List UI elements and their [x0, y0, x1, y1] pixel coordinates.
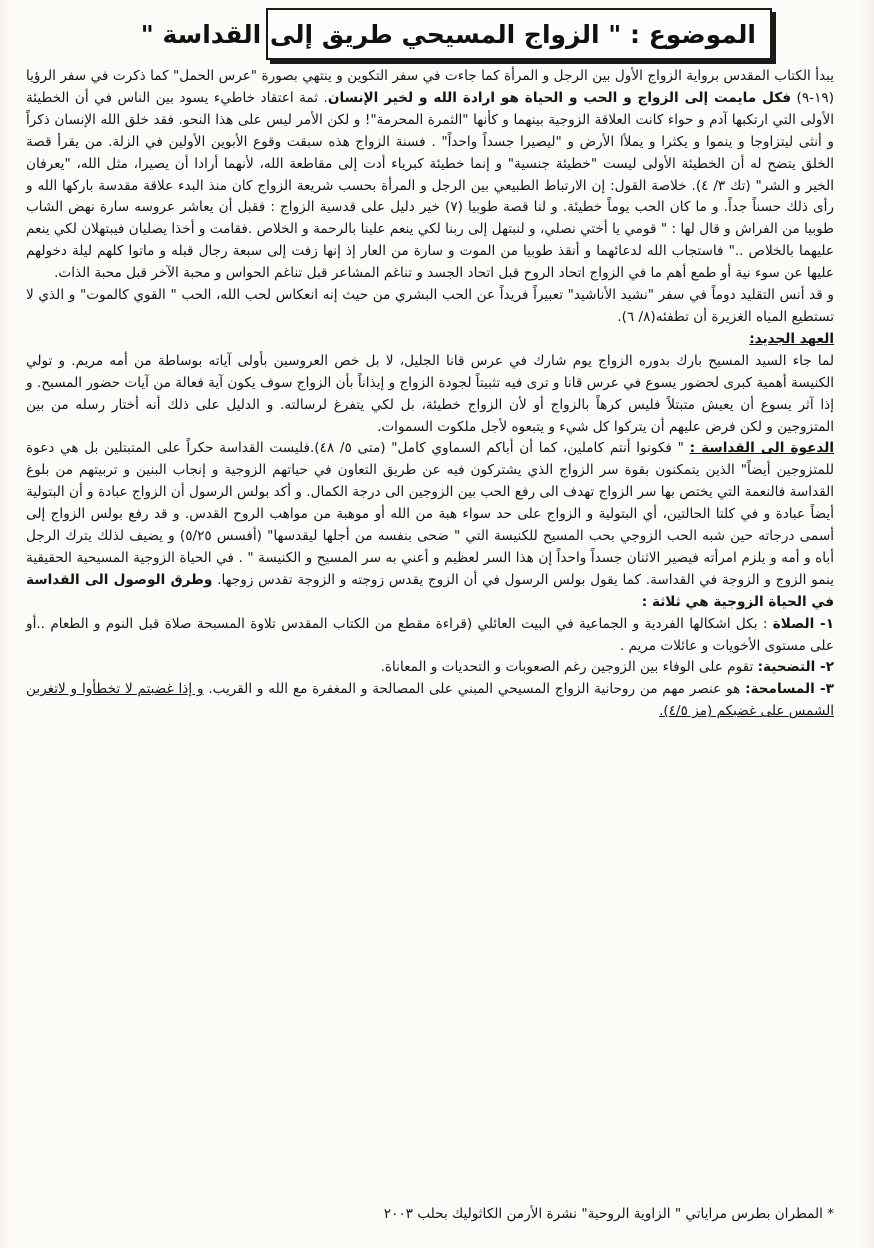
list-text-prayer: : بكل اشكالها الفردية و الجماعية في البيت العائلي (قراءة مقطع من الكتاب المقدس تلاوة المسبحة صلاة قبل النوم و الطعام ..أو على مستوى الأخويات و عائلات مريم . [26, 615, 834, 654]
list-text-sacrifice: تقوم على الوفاء بين الزوجين رغم الصعوبات و التحديات و المعاناة. [380, 659, 754, 676]
list-item-prayer [26, 614, 834, 658]
paragraph-new-testament: لما جاء السيد المسيح بارك بدوره الزواج يوم شارك في عرس قانا الجليل، لا بل خص العروسين بأولى آياته بوساطة من أمه مريم. و تولي الكنيسة أهمية كبرى لحضور يسوع في عرس قانا و ترى فيه تثبيتاً لجودة الزواج و إيذاناً بأن الزواج سوف يكون آية فعالة من آيات حضور المسيح. و إذا آثر يسوع أن يعيش متبتلاً فليس كرهاً بالزواج أو لأن الزواج خطيئة، بل لكي يتفرغ لرسالته. و الدليل على ذلك أنه أختار رسله من بين المتزوجين و لكن فرض عليهم أن يتركوا كل شيء و يتبعوه لأجل ملكوت السموات. [26, 352, 834, 435]
call-text: " فكونوا أنتم كاملين، كما أن أباكم السماوي كامل" (متى ٥/ ٤٨).فليست القداسة حكراً على المتبتلين بل هي دعوة للمتزوجين أيضاً" الذين يتمكنون بقوة سر الزواج الذي يشتركون فيه عن طريق التعاون في حياتهم الزوجية و إنجاب البنين و تربيتهم من بلوغ القداسة فالنعمة التي يختص بها سر الزواج تهدف الى رفع الحب بين الزوجين الى درجة الكمال. و أكد بولس الرسول أن الزواج عبادة و أن البتولية أيضاً عبادة و في كلتا الحالتين، أي البتولية و الزواج على حد سواء هبة من الله أو موهبة من مواهب الروح القدس. و قد رفع بولس الزواج إلى أسمى درجاته حين شبه الحب الزوجي بحب المسيح للكنيسة التي " ضحى بنفسه من أجلها ليقدسها" (أفسس ٥/٢٥) و يضيف لذلك يترك الرجل أباه و أمه و يلزم امرأته فيصير الاثنان جسداً واحداً إن هذا السر لعظيم و أعني به سر المسيح و الكنيسة " . في الحياة الزوجية المسيحية الحقيقية ينمو الزوج و الزوجة في القداسة. كما يقول بولس الرسول في أن الزوج يقدس زوجته و الزوجة تقدس زوجها. [26, 440, 834, 588]
paragraph-song-of-songs: و قد أنس التقليد دوماً في سفر "نشيد الأناشيد" تعبيراً فريداً عن الحب البشري من حيث إنه انعكاس لحب الله، الحب " القوي كالموت" و الذي لا تستطيع المياه الغزيرة أن تطفئه(٨/ ٦). [26, 287, 834, 325]
footer-attribution: * المطران بطرس مراياتي " الزاوية الروحية" نشرة الأرمن الكاثوليك بحلب ٢٠٠٣ [383, 1206, 834, 1222]
intro-emphasis: فكل مايمت إلى الزواج و الحب و الحياة هو ارادة الله و لخير الإنسان [327, 89, 792, 106]
article-body [26, 66, 834, 723]
list-item-sacrifice [26, 657, 834, 679]
heading-call-to-holiness: الدعوة الى القداسة : [689, 440, 835, 457]
paragraph-intro [26, 66, 834, 285]
list-label-forgiveness: ٣- المسامحة: [745, 681, 834, 698]
ways-heading: وطرق الوصول الى القداسة في الحياة الزوجية هي ثلاثة : [26, 571, 834, 610]
list-text-forgiveness: هو عنصر مهم من روحانية الزواج المسيحي المبني على المصالحة و المغفرة مع الله و القريب. [208, 681, 741, 698]
page-title: الموضوع : " الزواج المسيحي طريق إلى القداسة " [140, 19, 756, 49]
heading-new-testament: العهد الجديد: [749, 330, 834, 347]
paragraph-call-to-holiness [26, 438, 834, 613]
list-label-sacrifice: ٢- التضحية: [757, 659, 834, 676]
list-label-prayer: ١- الصلاة [772, 615, 834, 632]
intro-text: يبدأ الكتاب المقدس برواية الزواج الأول بين الرجل و المرأة كما جاءت في سفر التكوين و ينتهي بصورة "عرس الحمل" كما ذكرت في سفر الرؤيا (١٩-٩) [26, 68, 834, 106]
list-item-forgiveness [26, 679, 834, 723]
list-quote-forgiveness: و إذا غضبتم لا تخطأوا و لاتغربن الشمس على غضبكم (مز ٤/٥). [26, 681, 834, 720]
intro-continuation: . ثمة اعتقاد خاطيء يسود بين الناس في أن الخطيئة الأولى التي ارتكبها آدم و حواء كانت العلاقة الزوجية بينهما و كأنها "الثمرة المحرمة"! و لكن الأمر ليس على هذا النحو. فقد خلق الله الإنسان ذكراً و أنثى ليتزاوجا و ينموا و يكثرا و يملأا الأرض و "ليصيرا جسداً واحداً" . فسنة الزواج هذه سبقت وقوع الأبوين الأولين في الزلة. من يقرأ قصة الخلق يتضح له أن الخطيئة الأولى ليست "خطيئة جنسية" و إنما خطيئة كبرياء أدت إلى مقاطعة الله، لأنهما أرادا أن يصيرا، مثل الله، "يعرفان الخير و الشر" (تك ٣/ ٤). خلاصة القول: إن الارتباط الطبيعي بين الرجل و المرأة بحسب شريعة الزواج كان منذ البدء علاقة مقدسة باركها الله و رأى ذلك حسناً جداً. و ما كان الحب يوماً خطيئة. و لنا قصة طوبيا (٧) خير دليل على قدسية الزواج : فقبل أن يعاشر عروسه سارة نهض الشاب طوبيا من الفراش و قال لها : " قومي يا أختي نصلي، و لنبتهل إلى ربنا لكي ينعم علينا بالرحمة و الخلاص .فقامت و أخذا يصليان فيبتهلان لكي ينعم عليهما بالخلاص .." فاستجاب الله لدعائهما و أنقذ طوبيا من الموت و سارة من العار إذ إنها زفت إلى سبعة رجال قبله و ماتوا كلهم ليلة دخولهم عليها عن سوء نية أو طمع أهم ما في الزواج اتحاد الروح قبل اتحاد الجسد و تناغم المشاعر قبل تناغم الحواس و محبة الآخر قبل محبة الذات. [26, 89, 834, 282]
title-box [140, 8, 772, 60]
